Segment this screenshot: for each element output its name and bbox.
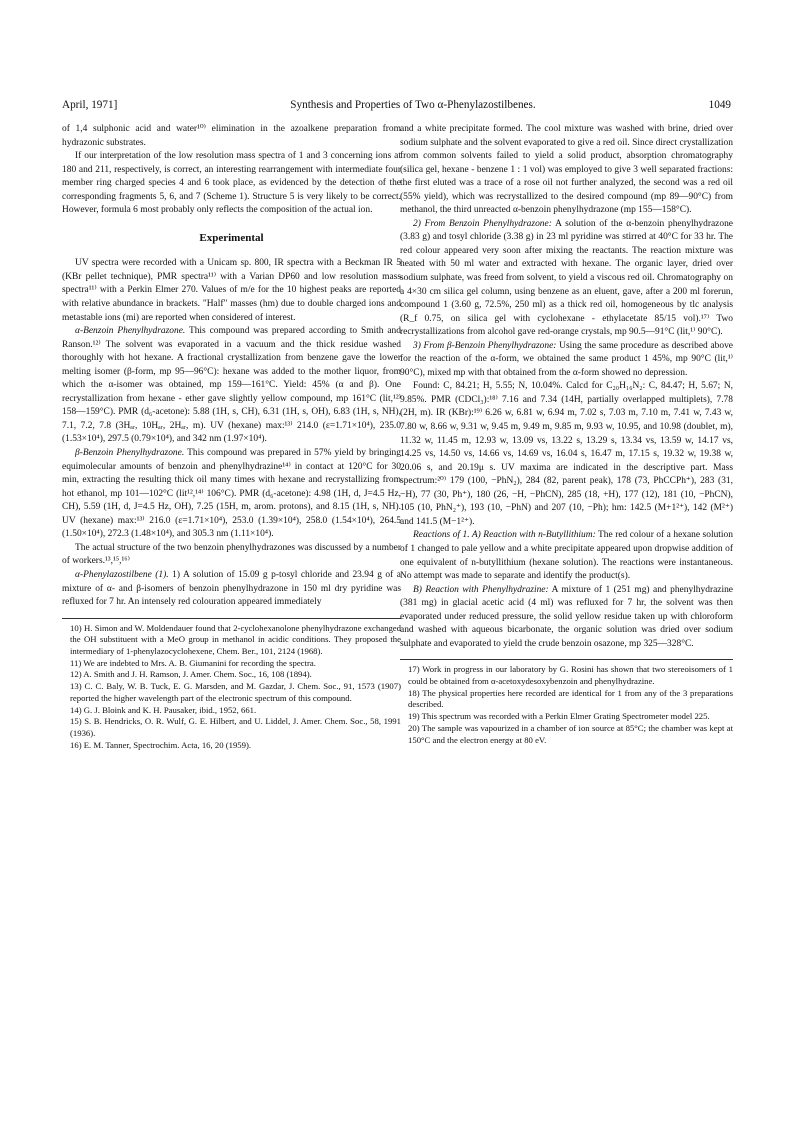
paragraph: Found: C, 84.21; H, 5.55; N, 10.04%. Calcd for C₂₀H₁₆N₂: C, 84.47; H, 5.67; N, 9.85%. PMR (CDCl₃):¹⁸⁾ 7.16 and 7.34 (14H, partially overlapped multiplets), 7.78 (2H, m). IR (KBr):¹⁹⁾ 6.26 w, 6.81 w, 6.94 m, 7.02 s, 7.03 m, 7.10 m, 7.41 w, 7.43 w, 7.80 w, 8.66 w, 9.31 w, 9.45 m, 9.49 m, 9.85 m, 9.93 w, 10.95, and 10.98 (doublet, m), 11.32 w, 11.45 m, 12.93 w, 13.09 vs, 13.22 s, 13.29 s, 13.34 vs, 13.59 w, 14.17 vs, 14.25 vs, 14.50 vs, 14.66 vs, 14.69 vs, 16.04 s, 16.47 m, 17.15 s, 19.32 w, 19.38 w, 20.06 s, and 20.19μ s. UV maxima are indicated in the descriptive part. Mass spectrum:²⁰⁾ 179 (100, −PhN₂), 284 (82, parent peak), 178 (73, PhCCPh⁺), 283 (31, −H), 77 (30, Ph⁺), 180 (26, −H, −PhCN), 285 (18, +H), 177 (12), 181 (10, −PhCN), 105 (10, PhN₂⁺), 193 (10, −PhN) and 207 (10, −Ph); hm: 142.5 (M+1²⁺), 142 (M²⁺) and 141.5 (M−1²⁺). (400, 381, 733, 527)
footnote: 17) Work in progress in our laboratory by G. Rosini has shown that two stereoisomers of 1 could be obtained from α-acetoxydesoxybenzoin and phenylhydrazine. (408, 664, 733, 687)
paragraph: of 1,4 sulphonic acid and water¹⁰⁾ elimination in the azoalkene preparation from hydrazonic substrates. (62, 124, 401, 148)
footnote: 11) We are indebted to Mrs. A. B. Giumanini for recording the spectra. (70, 657, 316, 668)
footnote: 15) S. B. Hendricks, O. R. Wulf, G. E. Hilbert, and U. Liddel, J. Amer. Chem. Soc., 58, 1991 (1936). (70, 716, 401, 738)
paragraph (400, 340, 733, 381)
header-date: April, 1971] (62, 99, 118, 111)
paragraph (400, 218, 733, 340)
footnote: 14) G. J. Bloink and K. H. Pausaker, ibid., 1952, 661. (70, 704, 257, 715)
paragraph (62, 569, 401, 610)
paragraph-title: α-Benzoin Phenylhydrazone. (75, 326, 186, 337)
footnote: 19) This spectrum was recorded with a Perkin Elmer Grating Spectrometer model 225. (408, 711, 710, 722)
header-title: Synthesis and Properties of Two α-Phenylazostilbenes. (290, 99, 536, 111)
paragraph-title: 3) From β-Benzoin Phenylhydrazone: (413, 340, 557, 351)
paragraph-body: A solution of the α-benzoin phenylhydrazone (3.83 g) and tosyl chloride (3.38 g) in 23 ml pyridine was stirred at 40°C for 33 hr. The red colour appeared very soon after mixing the reactants. The reaction mixture was heated with 50 ml water and extracted with hexane. The organic layer, dried over sodium sulphate, was freed from solvent, to yield a viscous red oil. Chromatography on a 4×30 cm silica gel column, using benzene as an eluent, gave, after a 200 ml forerun, compound 1 (3.60 g, 72.5%, 250 ml) as a thick red oil, homogeneous by tlc analysis (R_f 0.75, on silica gel with cyclohexane - ethylacetate 85/15 vol).¹⁷⁾ Two recrystallizations from alcohol gave red-orange crystals, mp 90.5—91°C (lit,¹⁾ 90°C). (400, 218, 733, 338)
paragraph-title: Reactions of 1. A) Reaction with n-Butyllithium: (413, 530, 596, 541)
footnote: 20) The sample was vapourized in a chamber of ion source at 85°C; the chamber was kept at 150°C and the electron energy at 80 eV. (408, 722, 733, 745)
left-column (62, 123, 401, 751)
footnote: 18) The physical properties here recorded are identical for 1 from any of the 3 preparations described. (408, 687, 733, 710)
paragraph: and a white precipitate formed. The cool mixture was washed with brine, dried over sodium sulphate and the solvent evaporated to give a red oil. Since direct crystallization from common solvents failed to yield a solid product, absorption chromatography (silica gel, hexane - benzene 1 : 1 vol) was employed to give 3 well separated fractions: the first eluted was a trace of a rose oil not further analyzed, the second was a red oil (55% yield), which was recrystallized to the desired compound (mp 89—90°C) from methanol, the third unreacted α-benzoin phenylhydrazone (mp 155—158°C). (400, 124, 733, 216)
paragraph-body: The red colour of a hexane solution of 1 changed to pale yellow and a white precipitate appeared upon dropwise addition of one equivalent of n-butyllithium (hexane solution). The reactions were instantaneous. No attempt was made to separate and identify the product(s). (400, 530, 733, 582)
paragraph-body: This compound was prepared in 57% yield by bringing equimolecular amounts of benzoin and phenylhydrazine¹⁴⁾ in contact at 120°C for 30 min, extracting the resulting thick oil many times with hexane and recrystallizing from hot ethanol, mp 101—102°C (lit¹²,¹⁴⁾ 106°C). PMR (d₆-acetone): 4.98 (1H, d, J=4.5 Hz, CH), 5.59 (1H, d, J=4.5 Hz, OH), 7.25 (15H, m, arom. protons), and 8.15 (1H, s, NH). UV (hexane) max:¹³⁾ 216.0 (ε=1.71×10⁴), 253.0 (1.39×10⁴), 258.0 (1.54×10⁴), 264.5 (1.50×10⁴), 272.3 (1.48×10⁴), and 305.3 nm (1.11×10⁴). (62, 448, 401, 540)
paragraph (62, 447, 401, 542)
footnote-rule (62, 618, 401, 619)
paragraph-body: 1) A solution of 15.09 g p-tosyl chloride and 23.94 g of a mixture of α- and β-isomers of benzoin phenylhydrazone in 150 ml dry pyridine was refluxed for 7 hr. An intensely red colouration appeared immediately (62, 569, 401, 608)
paragraph (62, 325, 401, 447)
footnote: 13) C. C. Baly, W. B. Tuck, E. G. Marsden, and M. Gazdar, J. Chem. Soc., 91, 1573 (1907) reported the higher wavelength part of the electronic spectrum of this compound. (70, 681, 401, 703)
paragraph: The actual structure of the two benzoin phenylhydrazones was discussed by a number of workers.¹³,¹⁵,¹⁶⁾ (62, 542, 401, 567)
paragraph-title: B) Reaction with Phenylhydrazine: (413, 584, 549, 595)
paragraph-title: β-Benzoin Phenylhydrazone. (75, 448, 185, 459)
paragraph (400, 584, 733, 652)
running-header (62, 97, 731, 113)
page-number: 1049 (708, 99, 731, 111)
paragraph (400, 529, 733, 583)
footnote-rule (400, 659, 733, 660)
footnote: 10) H. Simon and W. Moldendauer found that 2-cyclohexanolone phenylhydrazone exchanged the OH substituent with a MeO group in methanol in acidic conditions. They proposed the intermediary of 1-phenylazocyclohexene, Chem. Ber., 101, 2124 (1968). (70, 622, 401, 656)
footnote: 12) A. Smith and J. H. Ramson, J. Amer. Chem. Soc., 16, 108 (1894). (70, 669, 312, 680)
paragraph-title: 2) From Benzoin Phenylhydrazone: (413, 218, 552, 229)
paragraph-title: α-Phenylazostilbene (1). (75, 569, 169, 580)
paragraph-body: A mixture of 1 (251 mg) and phenylhydrazine (381 mg) in glacial acetic acid (4 ml) was refluxed for 7 hr, the solvent was then evaporated under reduced pressure, the solid yellow residue taken up with chloroform and washed with aqueous bicarbonate, the organic solution was dried over sodium sulphate and evaporated to yield the crude benzoin osazone, mp 325—328°C. (400, 584, 733, 649)
footnote: 16) E. M. Tanner, Spectrochim. Acta, 16, 20 (1959). (70, 739, 252, 750)
paragraph: If our interpretation of the low resolution mass spectra of 1 and 3 concerning ions at 180 and 211, respectively, is correct, an interesting rearrangement with intermediate four member ring charged species 4 and 6 took place, as evidenced by the detection of the corresponding fragments 5, 6, and 7 (Scheme 1). Structure 5 is very likely to be correct. However, formula 6 most probably only reflects the composition of the actual ion. (62, 151, 401, 216)
paragraph-body: This compound was prepared according to Smith and Ranson.¹²⁾ The solvent was evaporated in a vacuum and the thick residue washed thoroughly with hot hexane. A fractional crystallization from benzene gave the lower melting isomer (β-form, mp 95—96°C): hexane was added to the mother liquor, from which the α-isomer was obtained, mp 159—161°C. Yield: 45% (α and β). One recrystallization from hexane - ether gave slightly yellow compound, mp 161°C (lit,¹²⁾ 158—159°C). PMR (d₆-acetone): 5.88 (1H, s, CH), 6.31 (1H, s, OH), 6.83 (1H, s, NH), 7.1, 7.2, 7.8 (3Hₐᵣ, 10Hₐᵣ, 2Hₐᵣ, m). UV (hexane) max:¹³⁾ 214.0 (ε=1.71×10⁴), 235.0 (1.53×10⁴), 297.5 (0.79×10⁴), and 342 nm (1.97×10⁴). (62, 326, 401, 445)
paragraph-body: Using the same procedure as described above for the reaction of the α-form, we obtained the same product 1 45%, mp 90°C (lit,¹⁾ 90°C), mixed mp with that obtained from the α-form showed no depression. (400, 340, 733, 378)
right-column (400, 123, 733, 746)
section-heading: Experimental (199, 231, 264, 244)
paragraph: UV spectra were recorded with a Unicam sp. 800, IR spectra with a Beckman IR 5 (KBr pellet technique), PMR spectra¹¹⁾ with a Varian DP60 and low resolution mass spectra¹¹⁾ with a Perkin Elmer 270. Values of m/e for the 10 highest peaks are reported with relative abundance in brackets. "Half" masses (hm) due to double charged ions and metastable ions (mi) are reported when considered of interest. (62, 258, 401, 323)
